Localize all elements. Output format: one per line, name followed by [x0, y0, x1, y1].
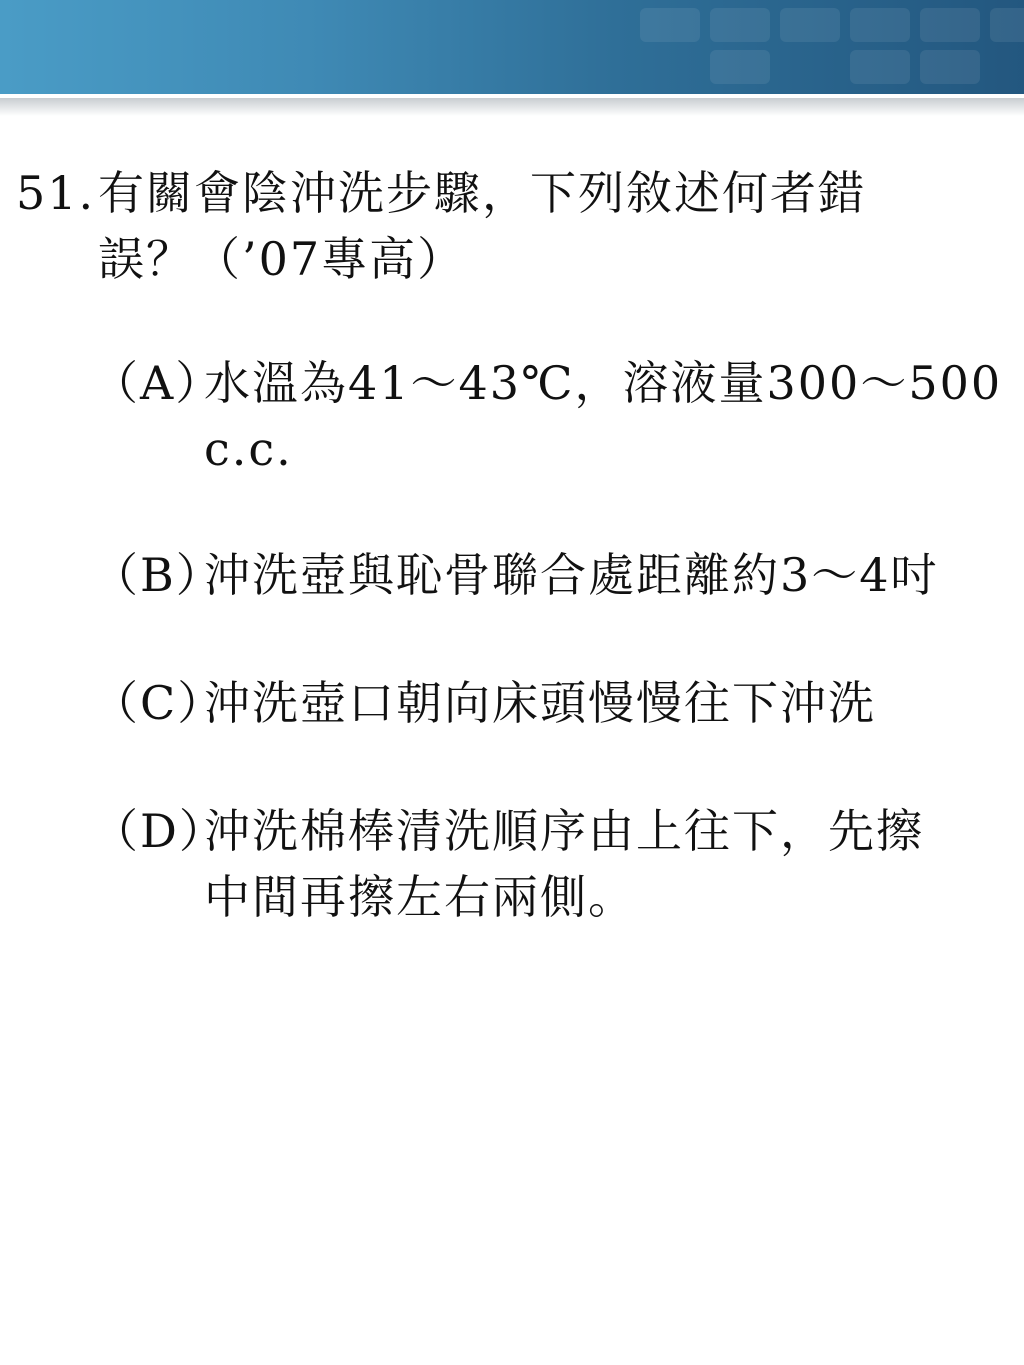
header-decor-tile — [990, 8, 1024, 42]
option-d — [92, 798, 1012, 930]
option-text-line: 中間再擦左右兩側。 — [204, 870, 636, 924]
header-banner — [0, 0, 1024, 94]
option-a — [92, 350, 1012, 482]
question-stem — [16, 160, 1006, 292]
option-letter: （B） — [92, 548, 224, 602]
option-text — [204, 350, 1012, 482]
option-b — [92, 542, 1012, 608]
option-text — [204, 670, 1012, 736]
option-letter: （C） — [92, 676, 226, 730]
option-text-line: 沖洗棉棒清洗順序由上往下，先擦 — [204, 804, 924, 858]
header-decor-tile — [710, 50, 770, 84]
header-decor-tile — [850, 8, 910, 42]
option-letter: （D） — [92, 804, 227, 858]
option-text-line: 水溫為41～43℃，溶液量300～500 — [204, 356, 1003, 410]
header-decor-tile — [640, 8, 700, 42]
option-c — [92, 670, 1012, 736]
option-text — [204, 798, 1012, 930]
question-text-line: 誤？（’07專高） — [98, 232, 466, 286]
header-decor-tile — [780, 8, 840, 42]
header-decor-tile — [850, 50, 910, 84]
option-text — [204, 542, 1012, 608]
header-decor-tile — [710, 8, 770, 42]
option-text-line: 沖洗壺口朝向床頭慢慢往下沖洗 — [204, 676, 876, 730]
question-text — [98, 160, 1006, 292]
question-text-line: 有關會陰沖洗步驟，下列敘述何者錯 — [98, 166, 866, 220]
question-number: 51. — [16, 166, 96, 220]
answer-options — [92, 350, 1012, 990]
header-decor-tile — [920, 50, 980, 84]
option-letter: （A） — [92, 356, 224, 410]
option-text-line: 沖洗壺與恥骨聯合處距離約3～4吋 — [204, 548, 939, 602]
header-shadow — [0, 98, 1024, 116]
header-decor-tile — [920, 8, 980, 42]
option-text-line: c.c. — [204, 422, 293, 476]
